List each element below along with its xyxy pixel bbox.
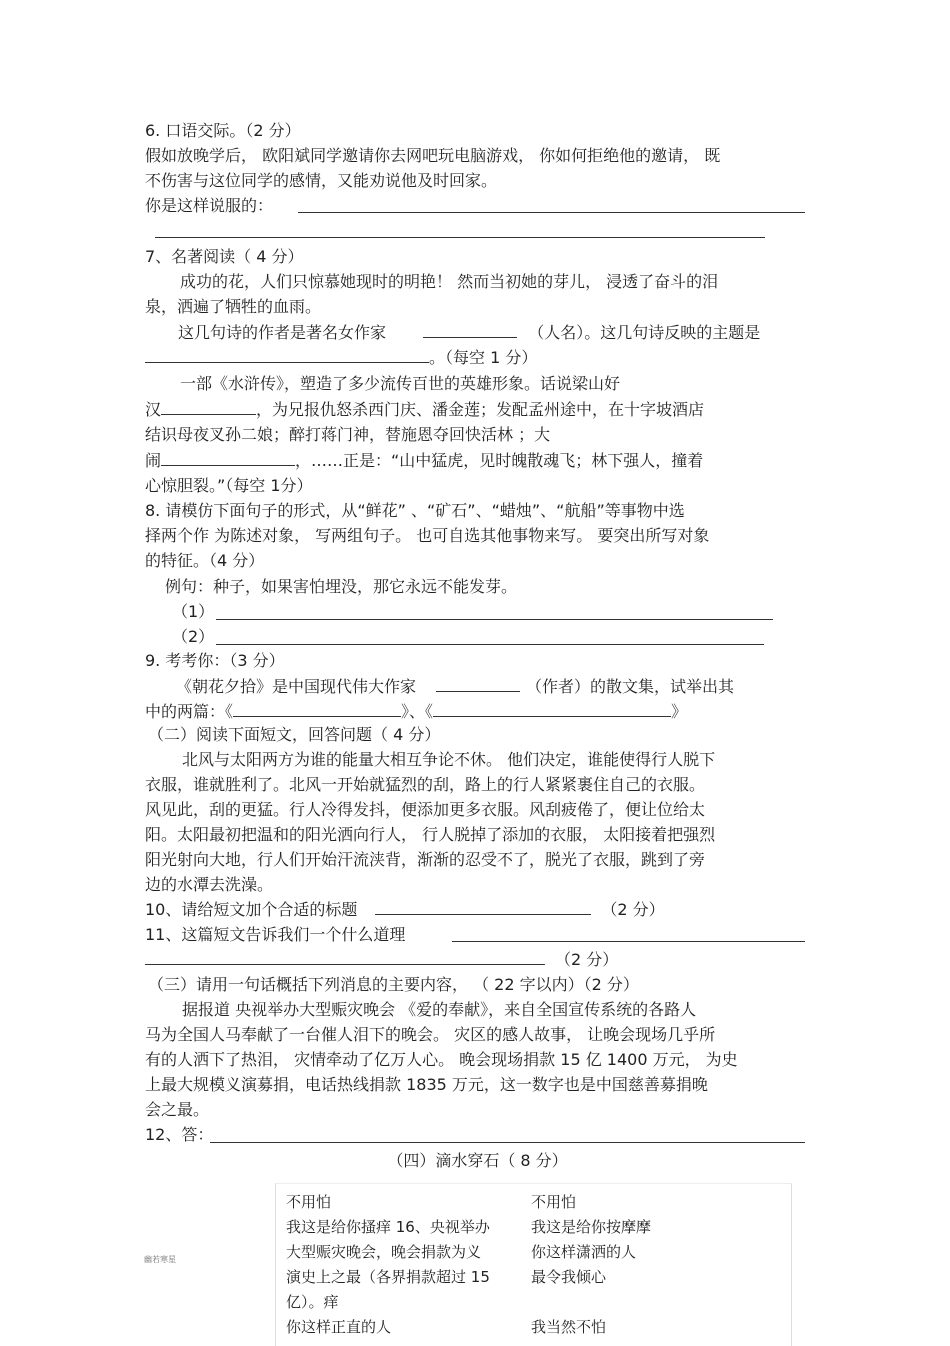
- section2-p4: 阳。太阳最初把温和的阳光洒向行人， 行人脱掉了添加的衣服， 太阳接着把强烈: [145, 825, 716, 844]
- section3-p1: 据报道 央视举办大型赈灾晚会 《爱的奉献》，来自全国宣传系统的各路人: [182, 1000, 697, 1019]
- q7-shz-2b: ，为兄报仇怒杀西门庆、潘金莲；发配孟州途中，在十字坡酒店: [256, 400, 705, 419]
- poem-right-column: [531, 1190, 781, 1340]
- q7-shz-4: [145, 448, 810, 473]
- q7-shz-2a: 汉: [145, 400, 162, 419]
- q9-line-1: [176, 674, 841, 699]
- section3-p5: 会之最。: [145, 1100, 210, 1119]
- q6-prompt: 你是这样说服的：: [145, 196, 274, 215]
- q6-answer-line-1[interactable]: [298, 212, 805, 213]
- q9-essay-blank-2[interactable]: [433, 699, 671, 717]
- poem-right-line: 我当然不怕: [531, 1318, 607, 1336]
- poem-left-column: [286, 1190, 516, 1340]
- q11-answer-line-2[interactable]: [145, 947, 545, 965]
- q8-item-2: （2）: [172, 627, 215, 646]
- q7-shz-3: 结识母夜叉孙二娘；醉打蒋门神，替施恩夺回快活林 ；大: [145, 425, 551, 444]
- poem-right-line: 最令我倾心: [531, 1268, 607, 1286]
- q7-poem-2: 泉，洒遍了牺牲的血雨。: [145, 297, 322, 316]
- q8-title-2: 择两个作 为陈述对象， 写两组句子。 也可自选其他事物来写。 要突出所写对象: [145, 526, 710, 545]
- poem-left-line: 大型赈灾晚会，晚会捐款为义: [286, 1243, 482, 1261]
- section2-p1: 北风与太阳两方为谁的能量大相互争论不休。 他们决定，谁能使得行人脱下: [182, 750, 716, 769]
- q6-answer-line-2[interactable]: [155, 237, 765, 238]
- section2-q11: 11、这篇短文告诉我们一个什么道理: [145, 925, 406, 944]
- q7-poem-1: 成功的花，人们只惊慕她现时的明艳！ 然而当初她的芽儿， 浸透了奋斗的泪: [180, 272, 719, 291]
- q8-answer-line-2[interactable]: [216, 644, 764, 645]
- q7-ask-1c: 。（每空 1 分）: [429, 348, 538, 367]
- q8-title-3: 的特征。（4 分）: [145, 551, 265, 570]
- poem-right-line: 你这样潇洒的人: [531, 1243, 637, 1261]
- poem-right-line: 不用怕: [531, 1193, 577, 1211]
- q8-item-1: （1）: [172, 602, 215, 621]
- section2-p5: 阳光射向大地，行人们开始汗流浃背，渐渐的忍受不了，脱光了衣服，跳到了旁: [145, 850, 706, 869]
- section3-p2: 马为全国人马奉献了一台催人泪下的晚会。 灾区的感人故事， 让晚会现场几乎所: [145, 1025, 716, 1044]
- poem-right-line: 我这是给你按摩摩: [531, 1218, 652, 1236]
- q7-shz-1: 一部《水浒传》，塑造了多少流传百世的英雄形象。话说梁山好: [180, 374, 621, 393]
- q7-hero-blank-2[interactable]: [161, 448, 295, 466]
- q7-title: 7、名著阅读（ 4 分）: [145, 247, 304, 266]
- q7-ask-1a: 这几句诗的作者是著名女作家: [178, 323, 387, 342]
- poem-left-line: 不用怕: [286, 1193, 332, 1211]
- q9-line-2: [145, 699, 810, 724]
- q9-title: 9. 考考你：（3 分）: [145, 651, 285, 670]
- section2-q10: [145, 897, 810, 922]
- q7-shz-4a: 闹: [145, 451, 162, 470]
- q7-theme-blank[interactable]: [145, 345, 429, 363]
- q7-shz-4b: ，……正是：“山中猛虎，见时魄散魂飞；林下强人，撞着: [295, 451, 704, 470]
- q12-answer-line[interactable]: [210, 1142, 805, 1143]
- q7-ask-2: [145, 345, 810, 370]
- poem-left-line: 亿）。痒: [286, 1293, 339, 1311]
- q9-line-2c: 》: [671, 702, 688, 721]
- section2-q11b: （2 分）: [555, 950, 619, 969]
- q7-ask-1b: （人名）。这几句诗反映的主题是: [528, 323, 761, 342]
- section2-q10a: 10、请给短文加个合适的标题: [145, 900, 358, 919]
- section4-title: （四）滴水穿石（ 8 分）: [387, 1151, 568, 1170]
- section2-title: （二）阅读下面短文，回答问题（ 4 分）: [148, 725, 441, 744]
- q10-title-blank[interactable]: [375, 897, 591, 915]
- q9-line-2b: 》、《: [401, 702, 434, 721]
- q7-shz-5: 心惊胆裂。”（每空 1分）: [145, 476, 313, 495]
- section2-p2: 衣服，谁就胜利了。北风一开始就猛烈的刮，路上的行人紧紧裹住自己的衣服。: [145, 775, 706, 794]
- q8-title-1: 8. 请模仿下面句子的形式，从“鲜花” 、“矿石”、“蜡烛”、“航船”等事物中选: [145, 501, 685, 520]
- q9-line-2a: 中的两篇：《: [145, 702, 234, 721]
- section3-title: （三）请用一句话概括下列消息的主要内容， （ 22 字以内）（2 分）: [148, 975, 639, 994]
- poem-left-line: 演史上之最（各界捐款超过 15: [286, 1268, 490, 1286]
- poem-right-line: [531, 1290, 781, 1315]
- q7-ask-1: [178, 320, 843, 345]
- q7-shz-2: [145, 397, 810, 422]
- section2-p6: 边的水潭去洗澡。: [145, 875, 274, 894]
- signature-watermark: 幽若寒星: [144, 1255, 176, 1264]
- q8-answer-line-1[interactable]: [216, 619, 773, 620]
- poem-left-line: 我这是给你搔痒 16、央视举办: [286, 1218, 490, 1236]
- section2-q11-row2: [145, 947, 810, 972]
- q9-essay-blank-1[interactable]: [233, 699, 401, 717]
- poem-left-line: 你这样正直的人: [286, 1318, 392, 1336]
- section2-p3: 风见此，刮的更猛。行人冷得发抖，便添加更多衣服。风刮疲倦了，便让位给太: [145, 800, 706, 819]
- q9-author-blank[interactable]: [436, 674, 520, 692]
- section3-q12: 12、答：: [145, 1125, 214, 1144]
- q6-title: 6. 口语交际。（2 分）: [145, 121, 301, 140]
- q8-example: 例句：种子，如果害怕埋没，那它永远不能发芽。: [165, 577, 518, 596]
- q9-line-1a: 《朝花夕拾》是中国现代伟大作家: [176, 677, 417, 696]
- q9-line-1b: （作者）的散文集，试举出其: [526, 677, 735, 696]
- q6-text-2: 不伤害与这位同学的感情，又能劝说他及时回家。: [145, 171, 498, 190]
- section2-q10b: （2 分）: [601, 900, 665, 919]
- section3-p3: 有的人洒下了热泪， 灾情牵动了亿万人心。 晚会现场捐款 15 亿 1400 万元， 为史: [145, 1050, 738, 1069]
- q11-answer-line-1[interactable]: [452, 941, 805, 942]
- poem-table: [275, 1183, 792, 1346]
- q6-text-1: 假如放晚学后， 欧阳斌同学邀请你去网吧玩电脑游戏， 你如何拒绝他的邀请， 既: [145, 146, 721, 165]
- q7-author-blank[interactable]: [423, 320, 517, 338]
- section3-p4: 上最大规模义演募捐，电话热线捐款 1835 万元，这一数字也是中国慈善募捐晚: [145, 1075, 708, 1094]
- q7-hero-blank-1[interactable]: [161, 397, 256, 415]
